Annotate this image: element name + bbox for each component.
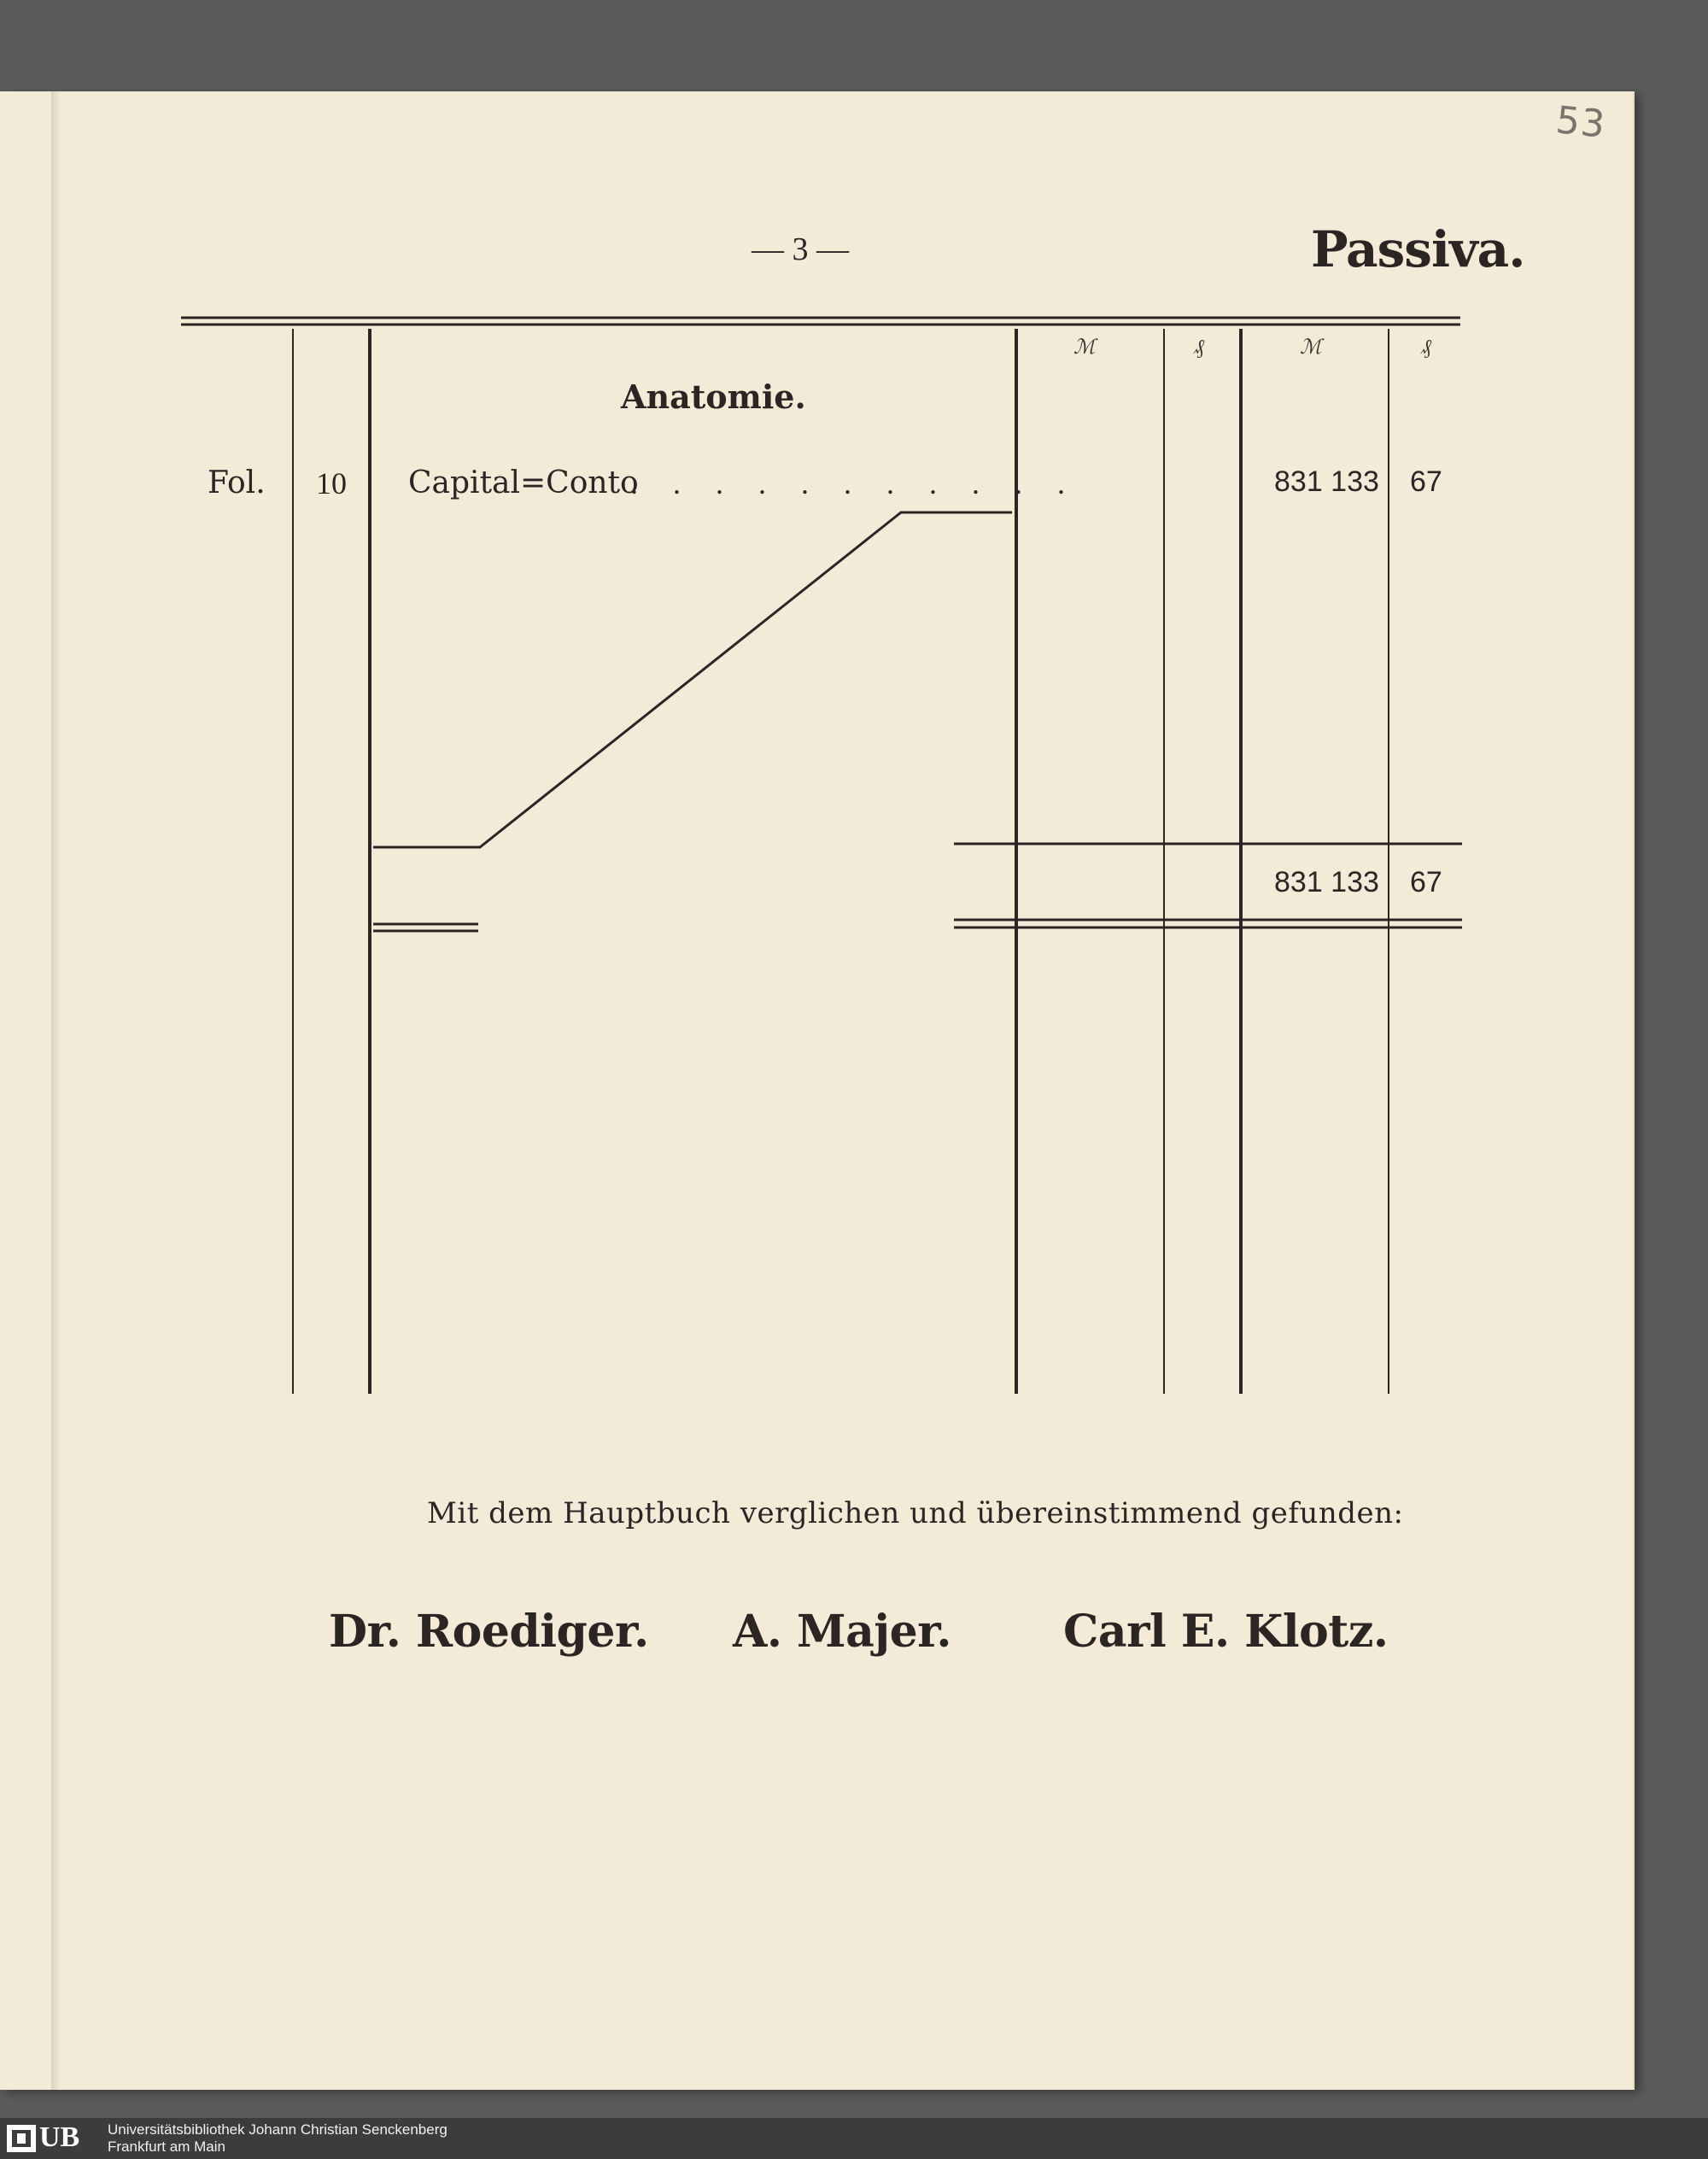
folio-number: 10 <box>316 466 347 500</box>
unit-header-pf-1: ₰ <box>1194 335 1204 359</box>
entry-amount-mark: 831 133 <box>1274 465 1379 498</box>
page-number: — 3 — <box>752 231 849 267</box>
signature-roediger: Dr. Roediger. <box>329 1606 649 1658</box>
unit-header-mark-1: ℳ <box>1073 335 1096 359</box>
ub-logo-text: UB <box>39 2121 80 2153</box>
library-name: Universitätsbibliothek Johann Christian Senckenberg <box>108 2121 447 2138</box>
unit-header-pf-2: ₰ <box>1421 335 1431 359</box>
filler-diagonal <box>373 512 1012 847</box>
ub-logo <box>5 2121 99 2156</box>
signature-klotz: Carl E. Klotz. <box>1063 1606 1389 1658</box>
library-city: Frankfurt am Main <box>108 2139 225 2155</box>
entry-amount-pf: 67 <box>1410 465 1442 498</box>
page-side-heading: Passiva. <box>1311 220 1525 278</box>
total-amount-mark: 831 133 <box>1274 866 1379 898</box>
signature-majer: A. Majer. <box>733 1606 951 1658</box>
ub-crest-icon <box>5 2121 39 2156</box>
unit-header-mark-2: ℳ <box>1300 335 1322 359</box>
section-title: Anatomie. <box>621 377 806 416</box>
folio-label: Fol. <box>208 465 266 500</box>
account-name: Capital=Conto <box>408 465 639 500</box>
total-amount-pf: 67 <box>1410 866 1442 898</box>
verification-note: Mit dem Hauptbuch verglichen und übereinstimmend gefunden: <box>427 1496 1404 1530</box>
margin-page-note: 53 <box>1553 98 1608 147</box>
leader-dots: . . . . . . . . . . . <box>630 466 1079 500</box>
